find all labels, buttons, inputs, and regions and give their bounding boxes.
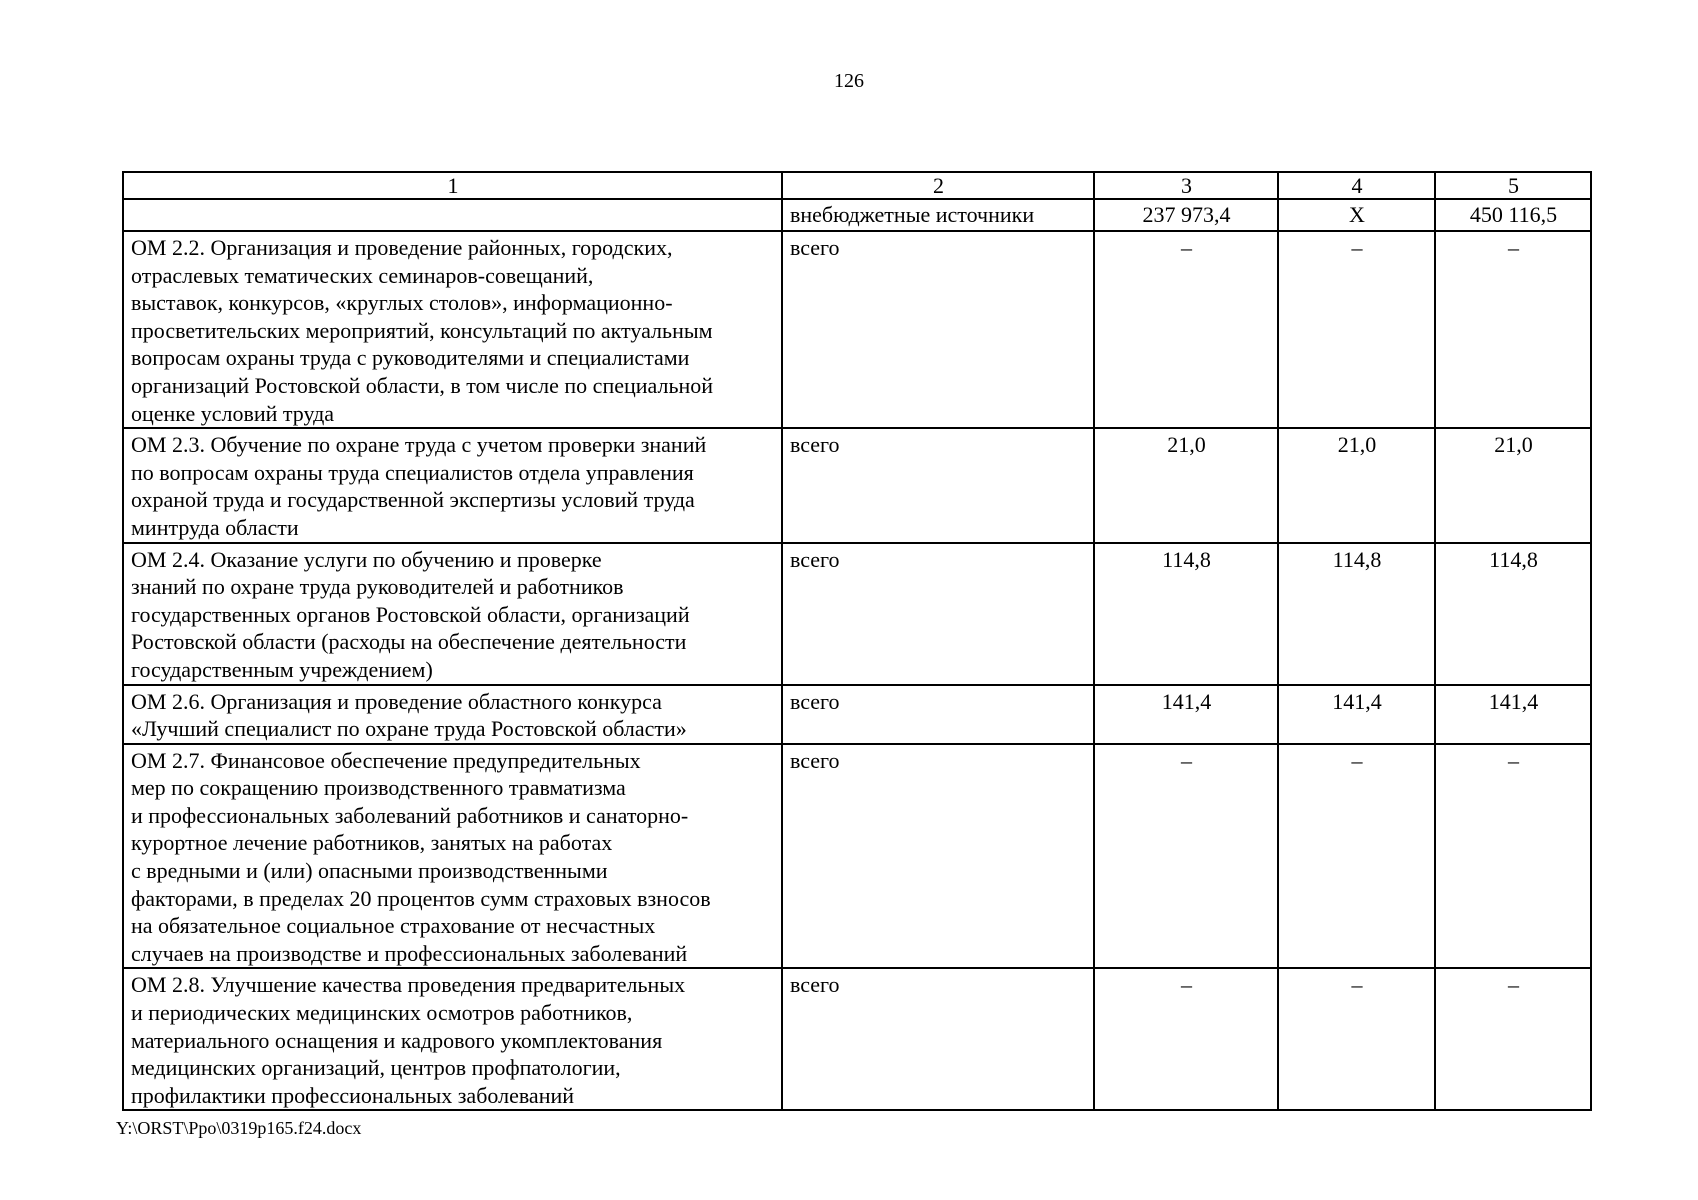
value-cell: 141,4 xyxy=(1435,685,1591,744)
value-cell: – xyxy=(1435,744,1591,969)
subheader-empty-cell xyxy=(123,199,782,231)
table-row xyxy=(123,231,1591,428)
value-cell: 114,8 xyxy=(1435,543,1591,685)
column-header: 1 xyxy=(123,172,782,199)
table-row xyxy=(123,968,1591,1110)
value-cell: 21,0 xyxy=(1435,428,1591,542)
funding-source: всего xyxy=(782,543,1094,685)
value-cell: – xyxy=(1435,231,1591,428)
value-cell: 21,0 xyxy=(1278,428,1435,542)
budget-table xyxy=(122,171,1592,1111)
page-number: 126 xyxy=(834,70,864,92)
value-cell: 21,0 xyxy=(1094,428,1278,542)
measure-description: ОМ 2.3. Обучение по охране труда с учетом проверки знаний по вопросам охраны труда специалистов отдела управления охраной труда и государственной экспертизы условий труда минтруда области xyxy=(123,428,782,542)
funding-source: всего xyxy=(782,685,1094,744)
value-cell: 450 116,5 xyxy=(1435,199,1591,231)
value-cell: X xyxy=(1278,199,1435,231)
column-header-row xyxy=(123,172,1591,199)
subheader-row xyxy=(123,199,1591,231)
value-cell: 114,8 xyxy=(1094,543,1278,685)
value-cell: – xyxy=(1278,744,1435,969)
value-cell: – xyxy=(1278,231,1435,428)
column-header: 3 xyxy=(1094,172,1278,199)
column-header: 4 xyxy=(1278,172,1435,199)
value-cell: 141,4 xyxy=(1094,685,1278,744)
value-cell: – xyxy=(1094,744,1278,969)
value-cell: 141,4 xyxy=(1278,685,1435,744)
value-cell: – xyxy=(1435,968,1591,1110)
measure-description: ОМ 2.6. Организация и проведение областного конкурса «Лучший специалист по охране труда Ростовской области» xyxy=(123,685,782,744)
funding-source: всего xyxy=(782,428,1094,542)
funding-source: всего xyxy=(782,231,1094,428)
document-file-path: Y:\ORST\Ppo\0319p165.f24.docx xyxy=(116,1118,362,1138)
table-row xyxy=(123,685,1591,744)
value-cell: 114,8 xyxy=(1278,543,1435,685)
table-row xyxy=(123,428,1591,542)
value-cell: – xyxy=(1094,968,1278,1110)
column-header: 5 xyxy=(1435,172,1591,199)
funding-source-label: внебюджетные источники xyxy=(782,199,1094,231)
table-row xyxy=(123,543,1591,685)
value-cell: – xyxy=(1278,968,1435,1110)
measure-description: ОМ 2.4. Оказание услуги по обучению и проверке знаний по охране труда руководителей и работников государственных органов Ростовской области, организаций Ростовской области (расходы на обеспечение деятельности государственным учреждением) xyxy=(123,543,782,685)
table-row xyxy=(123,744,1591,969)
funding-source: всего xyxy=(782,968,1094,1110)
funding-source: всего xyxy=(782,744,1094,969)
measure-description: ОМ 2.8. Улучшение качества проведения предварительных и периодических медицинских осмотров работников, материального оснащения и кадрового укомплектования медицинских организаций, центров профпатологии, профилактики профессиональных заболеваний xyxy=(123,968,782,1110)
measure-description: ОМ 2.7. Финансовое обеспечение предупредительных мер по сокращению производственного травматизма и профессиональных заболеваний работников и санаторно- курортное лечение работников, занятых на работах с вредными и (или) опасными производственными факторами, в пределах 20 процентов сумм страховых взносов на обязательное социальное страхование от несчастных случаев на производстве и профессиональных заболеваний xyxy=(123,744,782,969)
column-header: 2 xyxy=(782,172,1094,199)
value-cell: 237 973,4 xyxy=(1094,199,1278,231)
value-cell: – xyxy=(1094,231,1278,428)
measure-description: ОМ 2.2. Организация и проведение районных, городских, отраслевых тематических семинаров-совещаний, выставок, конкурсов, «круглых столов», информационно- просветительских мероприятий, консультаций по актуальным вопросам охраны труда с руководителями и специалистами организаций Ростовской области, в том числе по специальной оценке условий труда xyxy=(123,231,782,428)
